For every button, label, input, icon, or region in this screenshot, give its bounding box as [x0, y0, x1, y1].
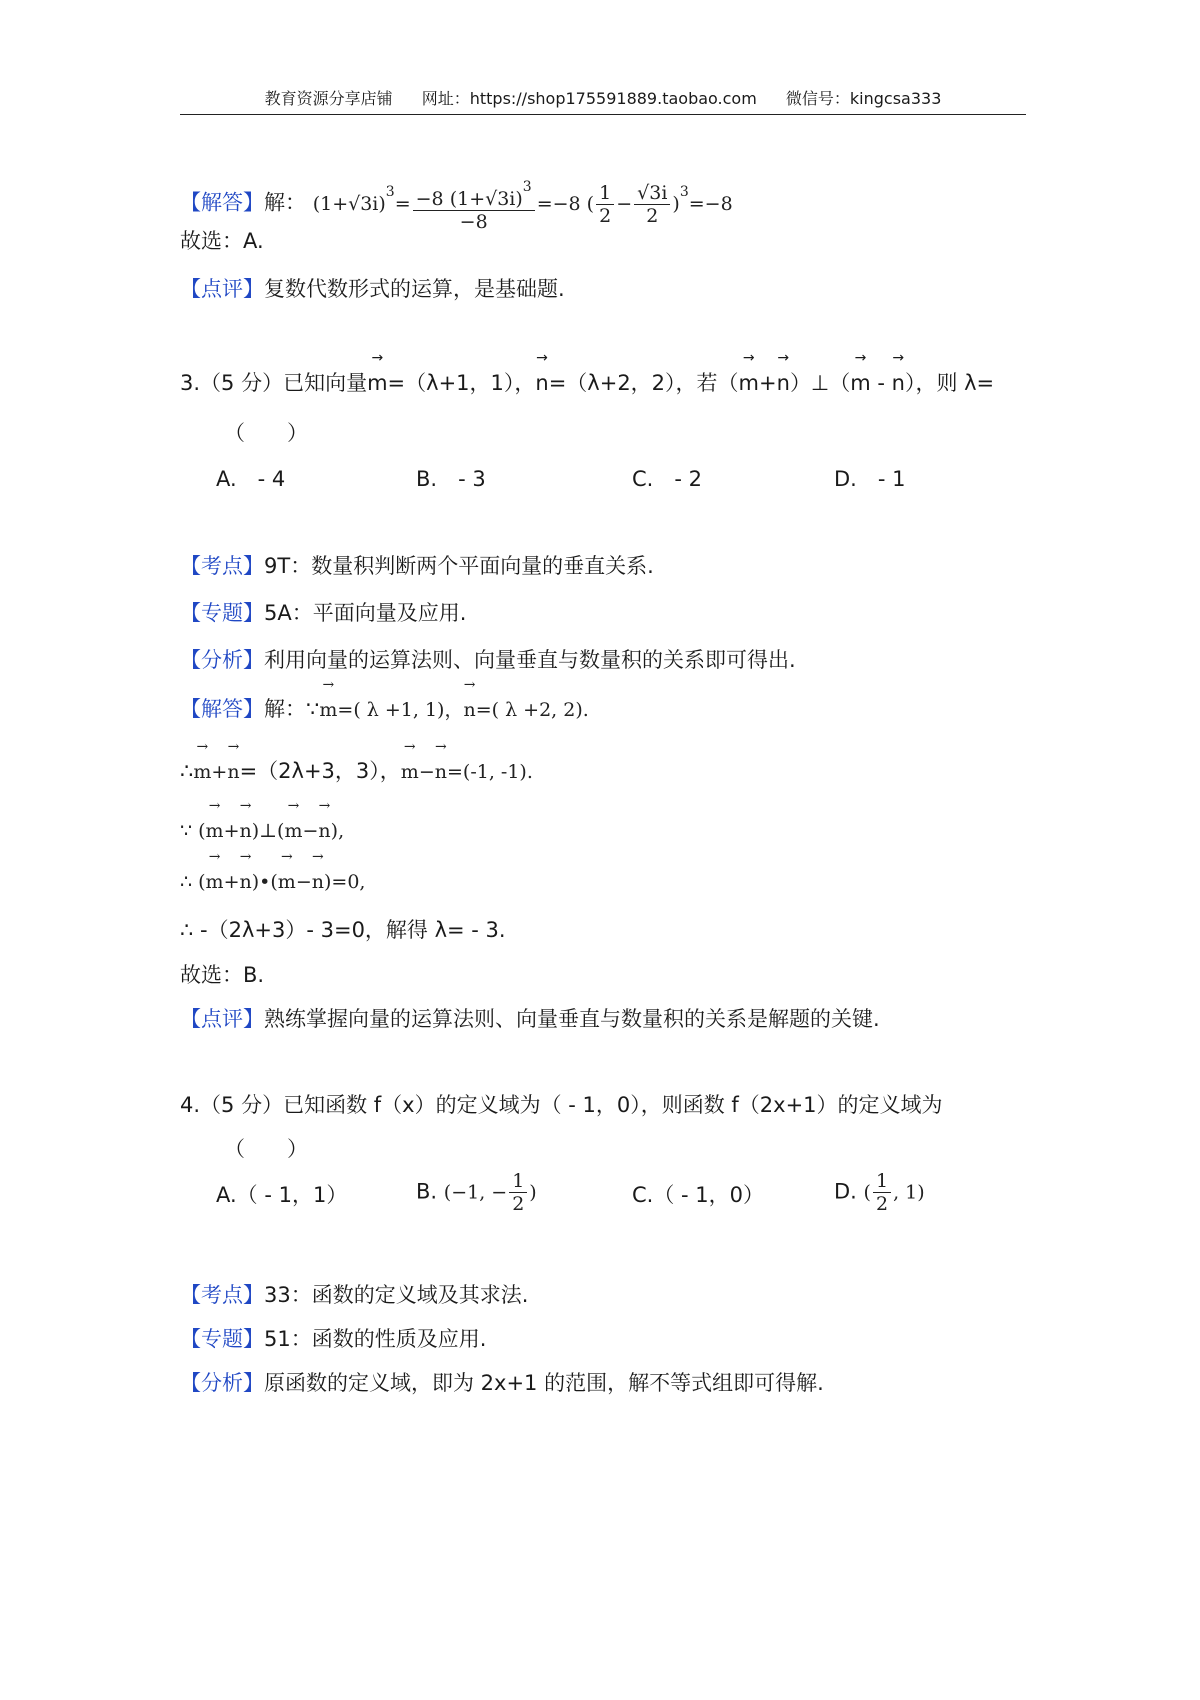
q4-zhuanti-line	[180, 1324, 486, 1354]
jieda-tag: 【解答】	[180, 697, 264, 721]
vector-n: → n	[240, 816, 252, 846]
review-tag: 【点评】	[180, 277, 264, 301]
fraction	[413, 176, 535, 233]
step-text: =( λ +1, 1)，	[337, 699, 464, 721]
step-text: ∴ (	[180, 871, 206, 893]
half-numerator: 1	[596, 182, 614, 205]
vector-n: → n	[892, 368, 905, 398]
zhuanti-text: 5A：平面向量及应用.	[264, 601, 467, 625]
result: =−8	[688, 192, 733, 215]
q2-answer-line	[180, 176, 733, 233]
option-math: )	[529, 1181, 537, 1204]
vector-m: → m	[193, 757, 211, 787]
zhuanti-text: 51：函数的性质及应用.	[264, 1327, 487, 1351]
stem-part: 3.（5 分）已知向量	[180, 371, 368, 395]
q3-option-c[interactable]: C. - 2	[632, 467, 702, 491]
plus-sign: +	[211, 761, 228, 783]
vector-n: → n	[777, 368, 790, 398]
q4-fenxi-line	[180, 1368, 824, 1398]
q3-step1	[180, 694, 589, 725]
step-text: =（2λ+3，3），	[239, 759, 401, 783]
kaodian-tag: 【考点】	[180, 554, 264, 578]
option-math: , 1)	[893, 1181, 925, 1204]
page-header	[180, 84, 1026, 115]
fraction-numerator: −8 (1+√3i)	[415, 188, 523, 210]
q4-option-b[interactable]	[416, 1170, 537, 1215]
q4-kaodian-line	[180, 1280, 528, 1310]
close-paren: )	[672, 192, 680, 215]
step-text: 解：∵	[264, 697, 320, 721]
review-text: 复数代数形式的运算，是基础题.	[264, 277, 565, 301]
minus-sign: -	[870, 371, 892, 395]
q4-stem: 4.（5 分）已知函数 f（x）的定义域为（ - 1，0），则函数 f（2x+1）的定义域为	[180, 1093, 943, 1117]
answer-prefix: 解：	[264, 190, 306, 215]
vector-n: → n	[535, 368, 548, 398]
q4-blank: （ ）	[224, 1137, 308, 1161]
step-text: =(-1, -1).	[446, 761, 533, 783]
step-text: =( λ +2, 2).	[475, 699, 589, 721]
q3-option-b[interactable]: B. - 3	[416, 467, 486, 491]
fraction-denominator: 2	[512, 1193, 525, 1215]
q4-option-c[interactable]: C.（ - 1，0）	[632, 1183, 764, 1207]
plus-sign: +	[759, 371, 777, 395]
exponent: 3	[679, 183, 689, 200]
formula-mid: =−8 (	[536, 192, 595, 215]
kaodian-text: 33：函数的定义域及其求法.	[264, 1283, 529, 1307]
minus-sign: −	[616, 192, 633, 215]
fenxi-text: 利用向量的运算法则、向量垂直与数量积的关系即可得出.	[264, 648, 796, 672]
vector-m: → m	[401, 757, 419, 787]
vector-m: → m	[319, 695, 337, 725]
option-label: D.	[834, 1179, 857, 1204]
q3-blank: （ ）	[224, 421, 308, 445]
exponent: 3	[385, 183, 395, 200]
option-math: (−1, −	[443, 1181, 508, 1204]
kaodian-tag: 【考点】	[180, 1283, 264, 1307]
vector-m: → m	[206, 867, 224, 897]
stem-part: ）⊥（	[789, 371, 851, 395]
shop-name: 教育资源分享店铺	[264, 89, 393, 108]
fraction-denominator: 2	[875, 1193, 889, 1215]
q3-step4: ∴ (→ m+→ n)•(→ m−→ n)=0,	[180, 866, 365, 897]
shop-url[interactable]: 网址：https://shop175591889.taobao.com	[421, 89, 757, 108]
q3-option-d[interactable]: D. - 1	[834, 467, 906, 491]
step-text: ),	[330, 820, 345, 842]
option-label: B.	[416, 1179, 438, 1204]
sqrt-fraction	[634, 182, 670, 227]
plus-sign: +	[223, 871, 240, 893]
step-text: ∵ (	[180, 820, 206, 842]
q4-option-d[interactable]	[834, 1170, 925, 1215]
wechat-id: 微信号：kingcsa333	[785, 89, 942, 108]
q3-step5: ∴ -（2λ+3）- 3=0，解得 λ= - 3.	[180, 918, 506, 942]
q3-choose: 故选：B.	[180, 963, 265, 987]
fraction-numerator: 1	[873, 1170, 891, 1193]
q3-option-a[interactable]: A. - 4	[216, 467, 286, 491]
vector-n: → n	[312, 867, 324, 897]
stem-part: ），则 λ=	[904, 371, 995, 395]
vector-n: → n	[463, 695, 475, 725]
q2-formula	[312, 179, 733, 233]
fraction-numerator: 1	[509, 1170, 527, 1193]
q3-stem	[180, 368, 994, 398]
q3-review-line	[180, 1004, 880, 1034]
q3-zhuanti-line	[180, 598, 466, 628]
q3-kaodian-line	[180, 551, 654, 581]
sqrt-numerator: √3i	[634, 182, 670, 205]
vector-m: → m	[284, 816, 302, 846]
vector-m: → m	[206, 816, 224, 846]
vector-m: → m	[367, 368, 387, 398]
step-text: )⊥(	[251, 820, 285, 842]
review-text: 熟练掌握向量的运算法则、向量垂直与数量积的关系是解题的关键.	[264, 1007, 880, 1031]
vector-m: → m	[739, 368, 759, 398]
fenxi-tag: 【分析】	[180, 648, 264, 672]
vector-m: → m	[278, 867, 296, 897]
q2-choose: 故选：A.	[180, 229, 264, 253]
exponent: 3	[522, 179, 532, 195]
q3-step3: ∵ (→ m+→ n)⊥(→ m−→ n),	[180, 815, 344, 846]
vector-n: → n	[240, 867, 252, 897]
fraction-denominator: −8	[459, 211, 488, 233]
review-tag: 【点评】	[180, 1007, 264, 1031]
q3-fenxi-line	[180, 645, 796, 675]
fenxi-text: 原函数的定义域，即为 2x+1 的范围，解不等式组即可得解.	[264, 1371, 824, 1395]
option-math: (	[863, 1181, 871, 1204]
q4-option-a[interactable]: A.（ - 1，1）	[216, 1183, 348, 1207]
answer-tag: 【解答】	[180, 190, 264, 215]
half-fraction	[596, 182, 614, 227]
vector-n: → n	[318, 816, 330, 846]
option-fraction	[873, 1170, 891, 1215]
sqrt-denominator: 2	[646, 205, 659, 227]
vector-m: → m	[850, 368, 870, 398]
option-fraction	[509, 1170, 527, 1215]
zhuanti-tag: 【专题】	[180, 601, 264, 625]
q2-review-line	[180, 274, 565, 304]
zhuanti-tag: 【专题】	[180, 1327, 264, 1351]
q3-step2: ∴→ m+→ n=（2λ+3，3），→ m−→ n=(-1, -1).	[180, 756, 533, 787]
half-denominator: 2	[599, 205, 612, 227]
formula-base: (1+√3i)	[312, 192, 386, 215]
fenxi-tag: 【分析】	[180, 1371, 264, 1395]
kaodian-text: 9T：数量积判断两个平面向量的垂直关系.	[264, 554, 654, 578]
stem-part: =（λ+1，1），	[387, 371, 536, 395]
step-text: )=0,	[324, 871, 366, 893]
vector-n: → n	[227, 757, 239, 787]
step-text: )•(	[251, 871, 278, 893]
plus-sign: +	[223, 820, 240, 842]
stem-part: =（λ+2，2），若（	[548, 371, 739, 395]
vector-n: → n	[435, 757, 447, 787]
step-text: ∴	[180, 759, 194, 783]
equals: =	[394, 192, 411, 215]
